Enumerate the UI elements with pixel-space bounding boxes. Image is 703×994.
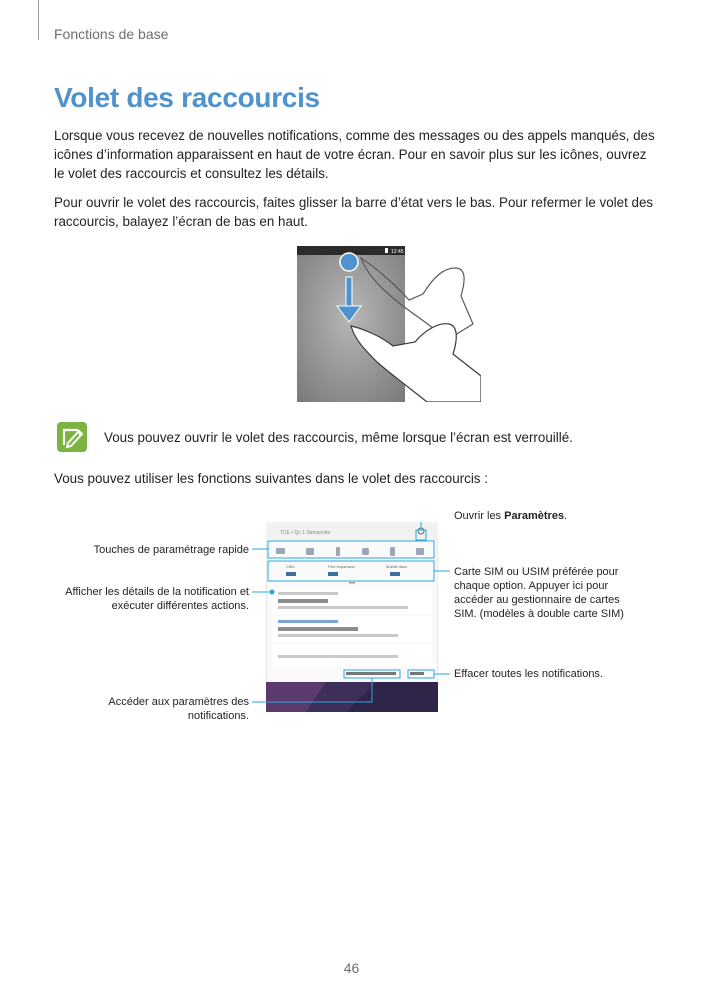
paragraph-1: Lorsque vous recevez de nouvelles notifications, comme des messages ou des appels manqués, des icônes d’information apparaissent en haut de votre écran. Pour en savoir plus sur les icônes, ouvrez le volet des raccourcis et consultez les détails.: [54, 128, 655, 181]
functions-intro: Vous pouvez utiliser les fonctions suivantes dans le volet des raccourcis :: [54, 471, 488, 486]
page-title: Volet des raccourcis: [54, 82, 320, 113]
svg-text:Flex expansion: Flex expansion: [328, 564, 355, 569]
svg-text:CMo: CMo: [286, 564, 295, 569]
svg-text:12:45: 12:45: [391, 249, 404, 255]
section-header: Fonctions de base: [54, 26, 169, 42]
svg-text:Mobile data: Mobile data: [386, 564, 407, 569]
callout-notification-details: Afficher les détails de la notification et exécuter différentes actions.: [65, 586, 249, 612]
callout-notification-settings: Accéder aux paramètres des notifications.: [108, 696, 249, 722]
paragraph-2: Pour ouvrir le volet des raccourcis, faites glisser la barre d’état vers le bas. Pour refermer le volet des raccourcis, balayez l’écran de bas en haut.: [54, 195, 654, 229]
svg-text:TCE • Qc 1 Samsonite: TCE • Qc 1 Samsonite: [280, 530, 331, 536]
callout-sim-card: Carte SIM ou USIM préférée pour chaque option. Appuyer ici pour accéder au gestionnaire de cartes SIM. (modèles à double carte SIM): [454, 566, 624, 620]
callout-quick-settings: Touches de paramétrage rapide: [93, 544, 249, 556]
callout-clear-all: Effacer toutes les notifications.: [454, 668, 603, 680]
settings-bold: Paramètres: [504, 510, 565, 522]
page-number: 46: [343, 960, 360, 976]
note-text: Vous pouvez ouvrir le volet des raccourcis, même lorsque l’écran est verrouillé.: [104, 430, 573, 445]
callout-settings: Ouvrir les Paramètres.: [454, 510, 568, 522]
